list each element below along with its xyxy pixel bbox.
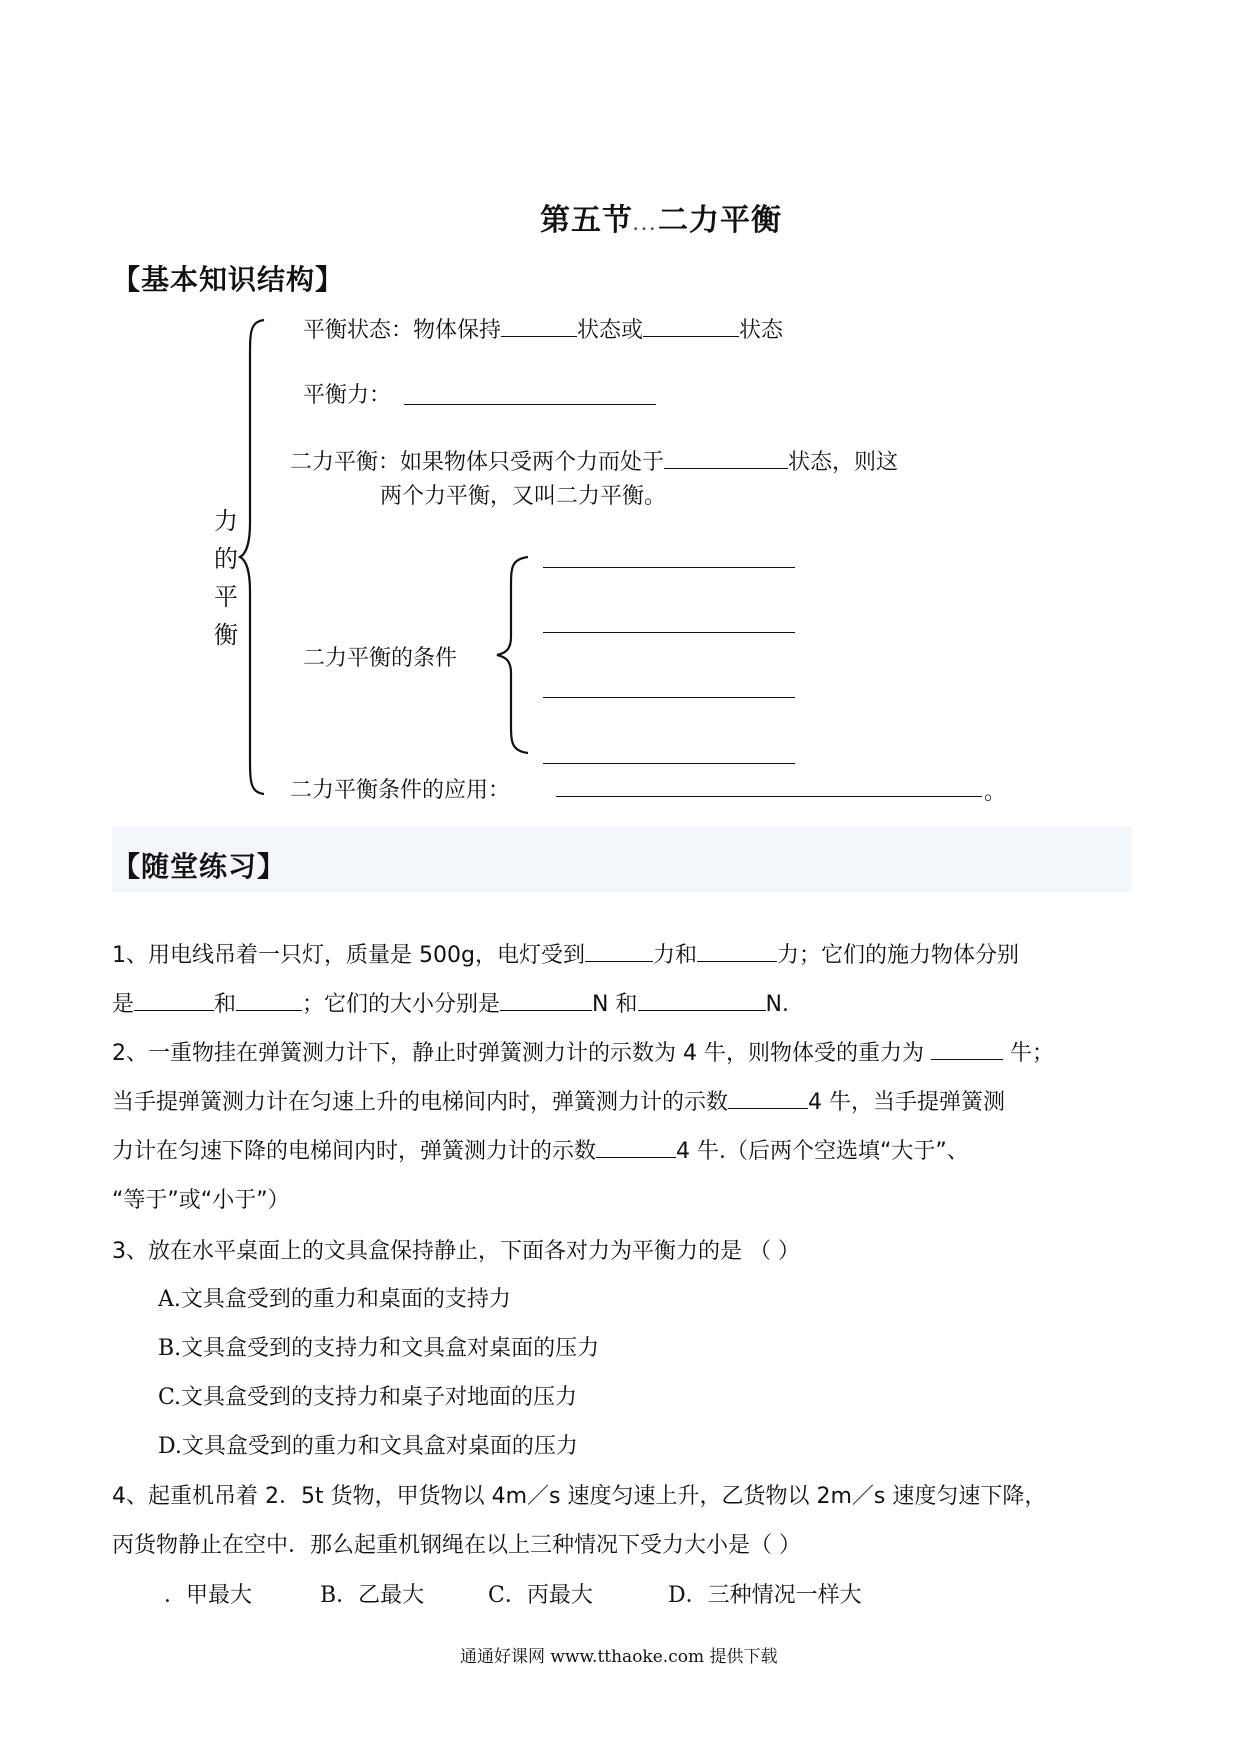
balance-state-text-b: 状态或	[577, 318, 644, 343]
q1-text: 是	[112, 992, 135, 1017]
q2-line1	[112, 1036, 1054, 1067]
two-force-line2: 两个力平衡，又叫二力平衡。	[380, 484, 667, 509]
q4-option-b: B．乙最大	[320, 1583, 425, 1608]
side-label-char: 的	[214, 545, 238, 573]
blank	[134, 990, 214, 1011]
q3-option-a: A.文具盒受到的重力和桌面的支持力	[158, 1287, 511, 1312]
q2-text: 4 牛，当手提弹簧测	[808, 1090, 1006, 1115]
blank	[596, 1137, 676, 1158]
two-force-text-b: 状态，则这	[788, 450, 899, 475]
application-end: 。	[984, 780, 1007, 805]
q3-option-d: D.文具盒受到的重力和文具盒对桌面的压力	[158, 1434, 578, 1459]
balance-state-text-c: 状态	[739, 318, 784, 343]
application-label: 二力平衡条件的应用：	[290, 778, 511, 803]
q2-line4: “等于”或“小于”）	[112, 1188, 290, 1213]
side-label-char: 平	[214, 583, 238, 611]
side-label-char: 衡	[214, 621, 238, 649]
q4-option-d: D．三种情况一样大	[668, 1583, 862, 1608]
blank	[697, 941, 777, 962]
two-force-text-a: 二力平衡：如果物体只受两个力而处于	[290, 450, 665, 475]
footer-text: 通通好课网 www.tthaoke.com 提供下载	[460, 1647, 778, 1667]
q3-option-c: C.文具盒受到的支持力和桌子对地面的压力	[158, 1385, 578, 1410]
q1-text: N.	[765, 992, 789, 1017]
q4-option-a: ．甲最大	[164, 1583, 253, 1608]
q2-text: 当手提弹簧测力计在匀速上升的电梯间内时，弹簧测力计的示数	[112, 1090, 729, 1115]
q2-text: 4 牛.（后两个空选填“大于”、	[676, 1139, 969, 1164]
q2-text: 2、一重物挂在弹簧测力计下，静止时弹簧测力计的示数为 4 牛，则物体受的重力为	[112, 1041, 924, 1066]
condition-blank	[543, 632, 795, 633]
q1-text: 力；它们的施力物体分别	[776, 943, 1019, 968]
blank	[728, 1088, 808, 1109]
q2-line2	[112, 1085, 1005, 1116]
q4-option-c: C．丙最大	[488, 1583, 593, 1608]
q4-line1: 4、起重机吊着 2．5t 货物，甲货物以 4m／s 速度匀速上升，乙货物以 2m／s 速度匀速下降，	[112, 1484, 1047, 1509]
balance-force-text: 平衡力：	[303, 383, 392, 408]
q1-text: ；它们的大小分别是	[302, 992, 501, 1017]
condition-blank	[543, 567, 795, 568]
q1-text: 1、用电线吊着一只灯，质量是 500g，电灯受到	[112, 943, 585, 968]
conditions-brace	[494, 555, 532, 755]
side-label-char: 力	[214, 507, 238, 535]
title-part1: 第五节	[540, 203, 633, 238]
blank	[931, 1039, 1003, 1060]
blank	[638, 990, 766, 1011]
two-force-line1	[290, 445, 898, 476]
balance-force-blank	[404, 404, 656, 405]
q1-line1	[112, 938, 1019, 969]
q3-option-b: B.文具盒受到的支持力和文具盒对桌面的压力	[158, 1336, 600, 1361]
title-dots: ...	[633, 218, 658, 234]
q2-text: 力计在匀速下降的电梯间内时，弹簧测力计的示数	[112, 1139, 597, 1164]
blank	[500, 990, 592, 1011]
blank	[585, 941, 653, 962]
balance-state-line	[303, 313, 783, 344]
blank	[643, 316, 739, 337]
q1-text: 力和	[652, 943, 697, 968]
page-title	[540, 195, 782, 239]
blank	[236, 990, 302, 1011]
q1-line2	[112, 987, 789, 1018]
knowledge-heading: 【基本知识结构】	[112, 263, 345, 296]
practice-heading: 【随堂练习】	[112, 850, 287, 883]
title-part2: 二力平衡	[657, 203, 782, 238]
condition-blank	[543, 763, 795, 764]
blank	[501, 316, 577, 337]
q2-text: 牛；	[1009, 1041, 1054, 1066]
conditions-label: 二力平衡的条件	[303, 646, 458, 671]
main-brace	[238, 318, 270, 796]
q3-stem: 3、放在水平桌面上的文具盒保持静止，下面各对力为平衡力的是 （ ）	[112, 1239, 800, 1264]
blank	[664, 448, 788, 469]
balance-force-line	[303, 378, 391, 409]
condition-blank	[543, 697, 795, 698]
q1-text: N 和	[592, 992, 638, 1017]
q4-line2: 丙货物静止在空中．那么起重机钢绳在以上三种情况下受力大小是（ ）	[112, 1533, 801, 1558]
q2-line3	[112, 1134, 969, 1165]
side-label	[214, 502, 238, 654]
balance-state-text-a: 平衡状态：物体保持	[303, 318, 502, 343]
application-blank	[556, 796, 982, 797]
q1-text: 和	[214, 992, 237, 1017]
